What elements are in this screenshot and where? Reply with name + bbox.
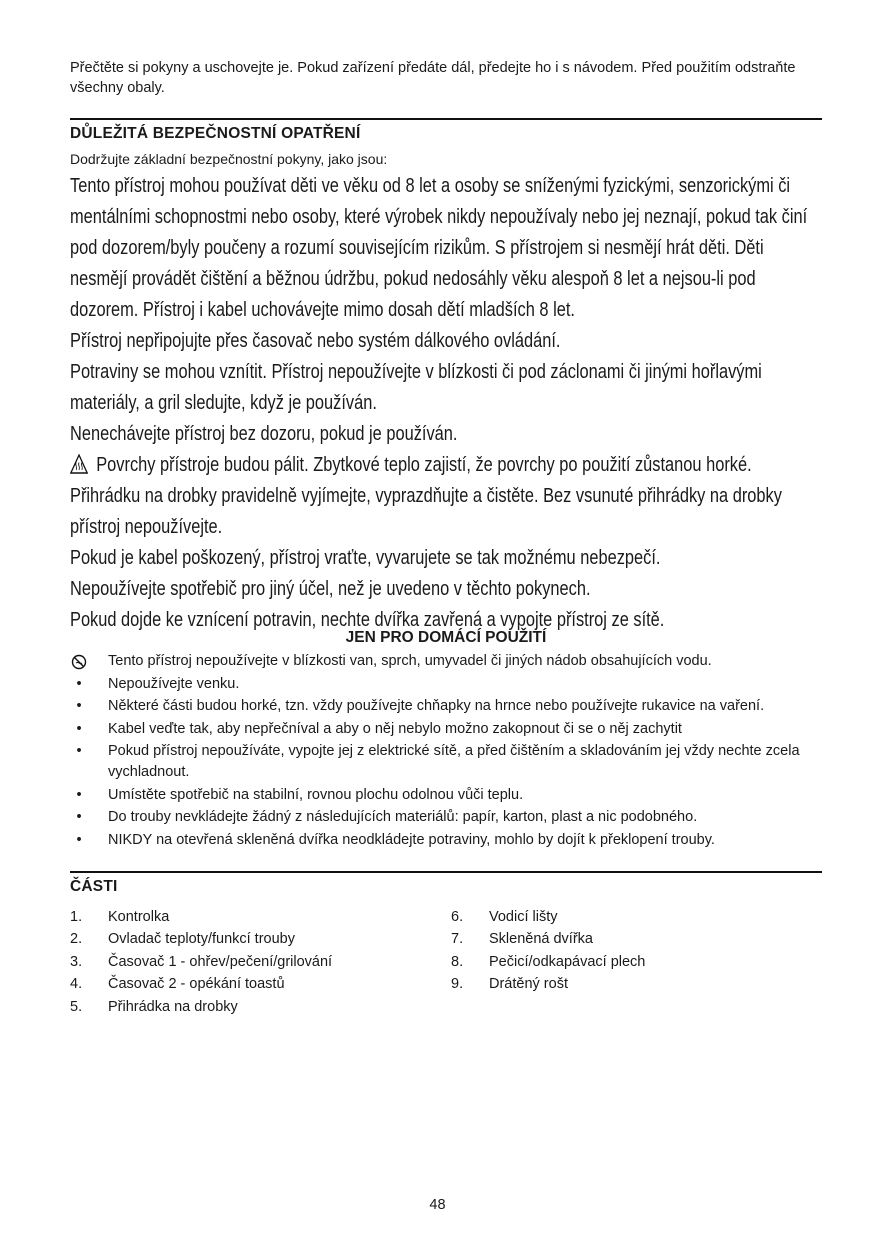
part-item [70, 973, 451, 996]
list-item-text: NIKDY na otevřená skleněná dvířka neodkládejte potraviny, mohlo by dojít k překlopení trouby. [108, 831, 715, 848]
list-item [70, 741, 822, 783]
warning-paragraph: Přihrádku na drobky pravidelně vyjímejte, vyprazdňujte a čistěte. Bez vsunuté přihrádky na drobky přístroj nepoužívejte. [70, 485, 782, 538]
list-item [70, 785, 822, 806]
manual-page [70, 58, 822, 1018]
part-item [451, 951, 645, 974]
part-number: 8. [451, 953, 464, 970]
part-label: Časovač 1 - ohřev/pečení/grilování [108, 953, 333, 970]
list-item-text: Pokud přístroj nepoužíváte, vypojte jej z elektrické sítě, a před čištěním a skladováním jej vždy nechte zcela vychladnout. [108, 743, 800, 780]
part-number: 6. [451, 908, 464, 925]
list-item [70, 696, 822, 717]
warning-paragraph: Potraviny se mohou vznítit. Přístroj nepoužívejte v blízkosti či pod záclonami či jinými hořlavými materiály, a gril sledujte, když je používán. [70, 361, 762, 414]
hot-surface-warning [70, 450, 822, 481]
part-item [451, 973, 645, 996]
part-label: Skleněná dvířka [489, 931, 593, 947]
part-item [70, 996, 451, 1019]
part-number: 9. [451, 976, 464, 992]
bullet: • [76, 675, 82, 692]
warning-paragraph: Nenechávejte přístroj bez dozoru, pokud je používán. [70, 423, 458, 445]
bullet: • [76, 720, 82, 737]
part-number: 2. [70, 931, 83, 947]
safety-heading: DŮLEŽITÁ BEZPEČNOSTNÍ OPATŘENÍ [70, 125, 361, 142]
list-item [70, 674, 822, 695]
part-item [70, 906, 451, 929]
section-divider [70, 871, 822, 873]
bullet: • [76, 809, 82, 825]
part-label: Časovač 2 - opékání toastů [108, 976, 285, 992]
part-label: Drátěný rošt [489, 976, 568, 992]
parts-column-1 [70, 906, 451, 1019]
list-item [70, 719, 822, 740]
parts-list [70, 906, 822, 1019]
hot-surface-text: Povrchy přístroje budou pálit. Zbytkové teplo zajistí, že povrchy po použití zůstanou horké. [96, 454, 752, 476]
warning-paragraph: Přístroj nepřipojujte přes časovač nebo systém dálkového ovládání. [70, 330, 561, 352]
domestic-use-list [70, 651, 822, 851]
part-number: 1. [70, 908, 83, 925]
list-item-text: Nepoužívejte venku. [108, 675, 240, 692]
safety-warnings [70, 171, 822, 636]
part-number: 5. [70, 998, 83, 1015]
part-label: Pečicí/odkapávací plech [489, 953, 646, 970]
bullet: • [76, 831, 82, 848]
safety-subheading: Dodržujte základní bezpečnostní pokyny, jako jsou: [70, 151, 388, 167]
section-divider [70, 118, 822, 120]
part-number: 4. [70, 976, 83, 992]
warning-paragraph: Nepoužívejte spotřebič pro jiný účel, než je uvedeno v těchto pokynech. [70, 578, 591, 600]
bullet: • [76, 743, 82, 759]
part-item [70, 928, 451, 951]
hot-surface-warning-icon [70, 453, 88, 473]
part-number: 7. [451, 931, 464, 947]
domestic-use-heading: JEN PRO DOMÁCÍ POUŽITÍ [345, 629, 547, 646]
bullet: • [76, 786, 82, 803]
part-label: Vodicí lišty [489, 908, 558, 925]
list-item-text: Kabel veďte tak, aby nepřečníval a aby o něj nebylo možno zakopnout či se o něj zachytit [108, 720, 682, 737]
list-item [70, 651, 822, 672]
part-item [451, 928, 645, 951]
warning-paragraph: Tento přístroj mohou používat děti ve věku od 8 let a osoby se sníženými fyzickými, senzorickými či mentálními schopnostmi nebo osoby, které výrobek nikdy nepoužívaly nebo jej neznají, pokud tak činí pod dozorem/byly poučeny a rozumí souvisejícím rizikům. S přístrojem si nesmějí hrát děti. Děti nesmějí provádět čištění a běžnou údržbu, pokud nedosáhly věku alespoň 8 let a nejsou-li pod dozorem. Přístroj i kabel uchovávejte mimo dosah dětí mladších 8 let. [70, 175, 808, 321]
part-label: Kontrolka [108, 908, 170, 925]
list-item-text: Některé části budou horké, tzn. vždy používejte chňapky na hrnce nebo používejte rukavice na vaření. [108, 698, 765, 714]
prohibited-icon [71, 654, 87, 670]
page-number: 48 [429, 1197, 446, 1213]
list-item [70, 830, 822, 851]
warning-paragraph: Pokud dojde ke vznícení potravin, nechte dvířka zavřená a vypojte přístroj ze sítě. [70, 609, 665, 631]
list-item-text: Tento přístroj nepoužívejte v blízkosti van, sprch, umyvadel či jiných nádob obsahujících vodu. [108, 653, 712, 669]
part-item [70, 951, 451, 974]
part-label: Ovladač teploty/funkcí trouby [108, 931, 295, 947]
warning-paragraph: Pokud je kabel poškozený, přístroj vraťte, vyvarujete se tak možnému nebezpečí. [70, 547, 661, 569]
intro-text: Přečtěte si pokyny a uschovejte je. Pokud zařízení předáte dál, předejte ho i s návodem. Před použitím odstraňte všechny obaly. [70, 60, 796, 96]
parts-column-2 [451, 906, 645, 1019]
part-label: Přihrádka na drobky [108, 998, 238, 1015]
list-item-text: Do trouby nevkládejte žádný z následujících materiálů: papír, karton, plast a nic podobného. [108, 809, 698, 825]
bullet: • [76, 698, 82, 714]
part-number: 3. [70, 953, 83, 970]
list-item-text: Umístěte spotřebič na stabilní, rovnou plochu odolnou vůči teplu. [108, 786, 524, 803]
parts-heading: ČÁSTI [70, 877, 118, 895]
list-item [70, 807, 822, 828]
part-item [451, 906, 645, 929]
